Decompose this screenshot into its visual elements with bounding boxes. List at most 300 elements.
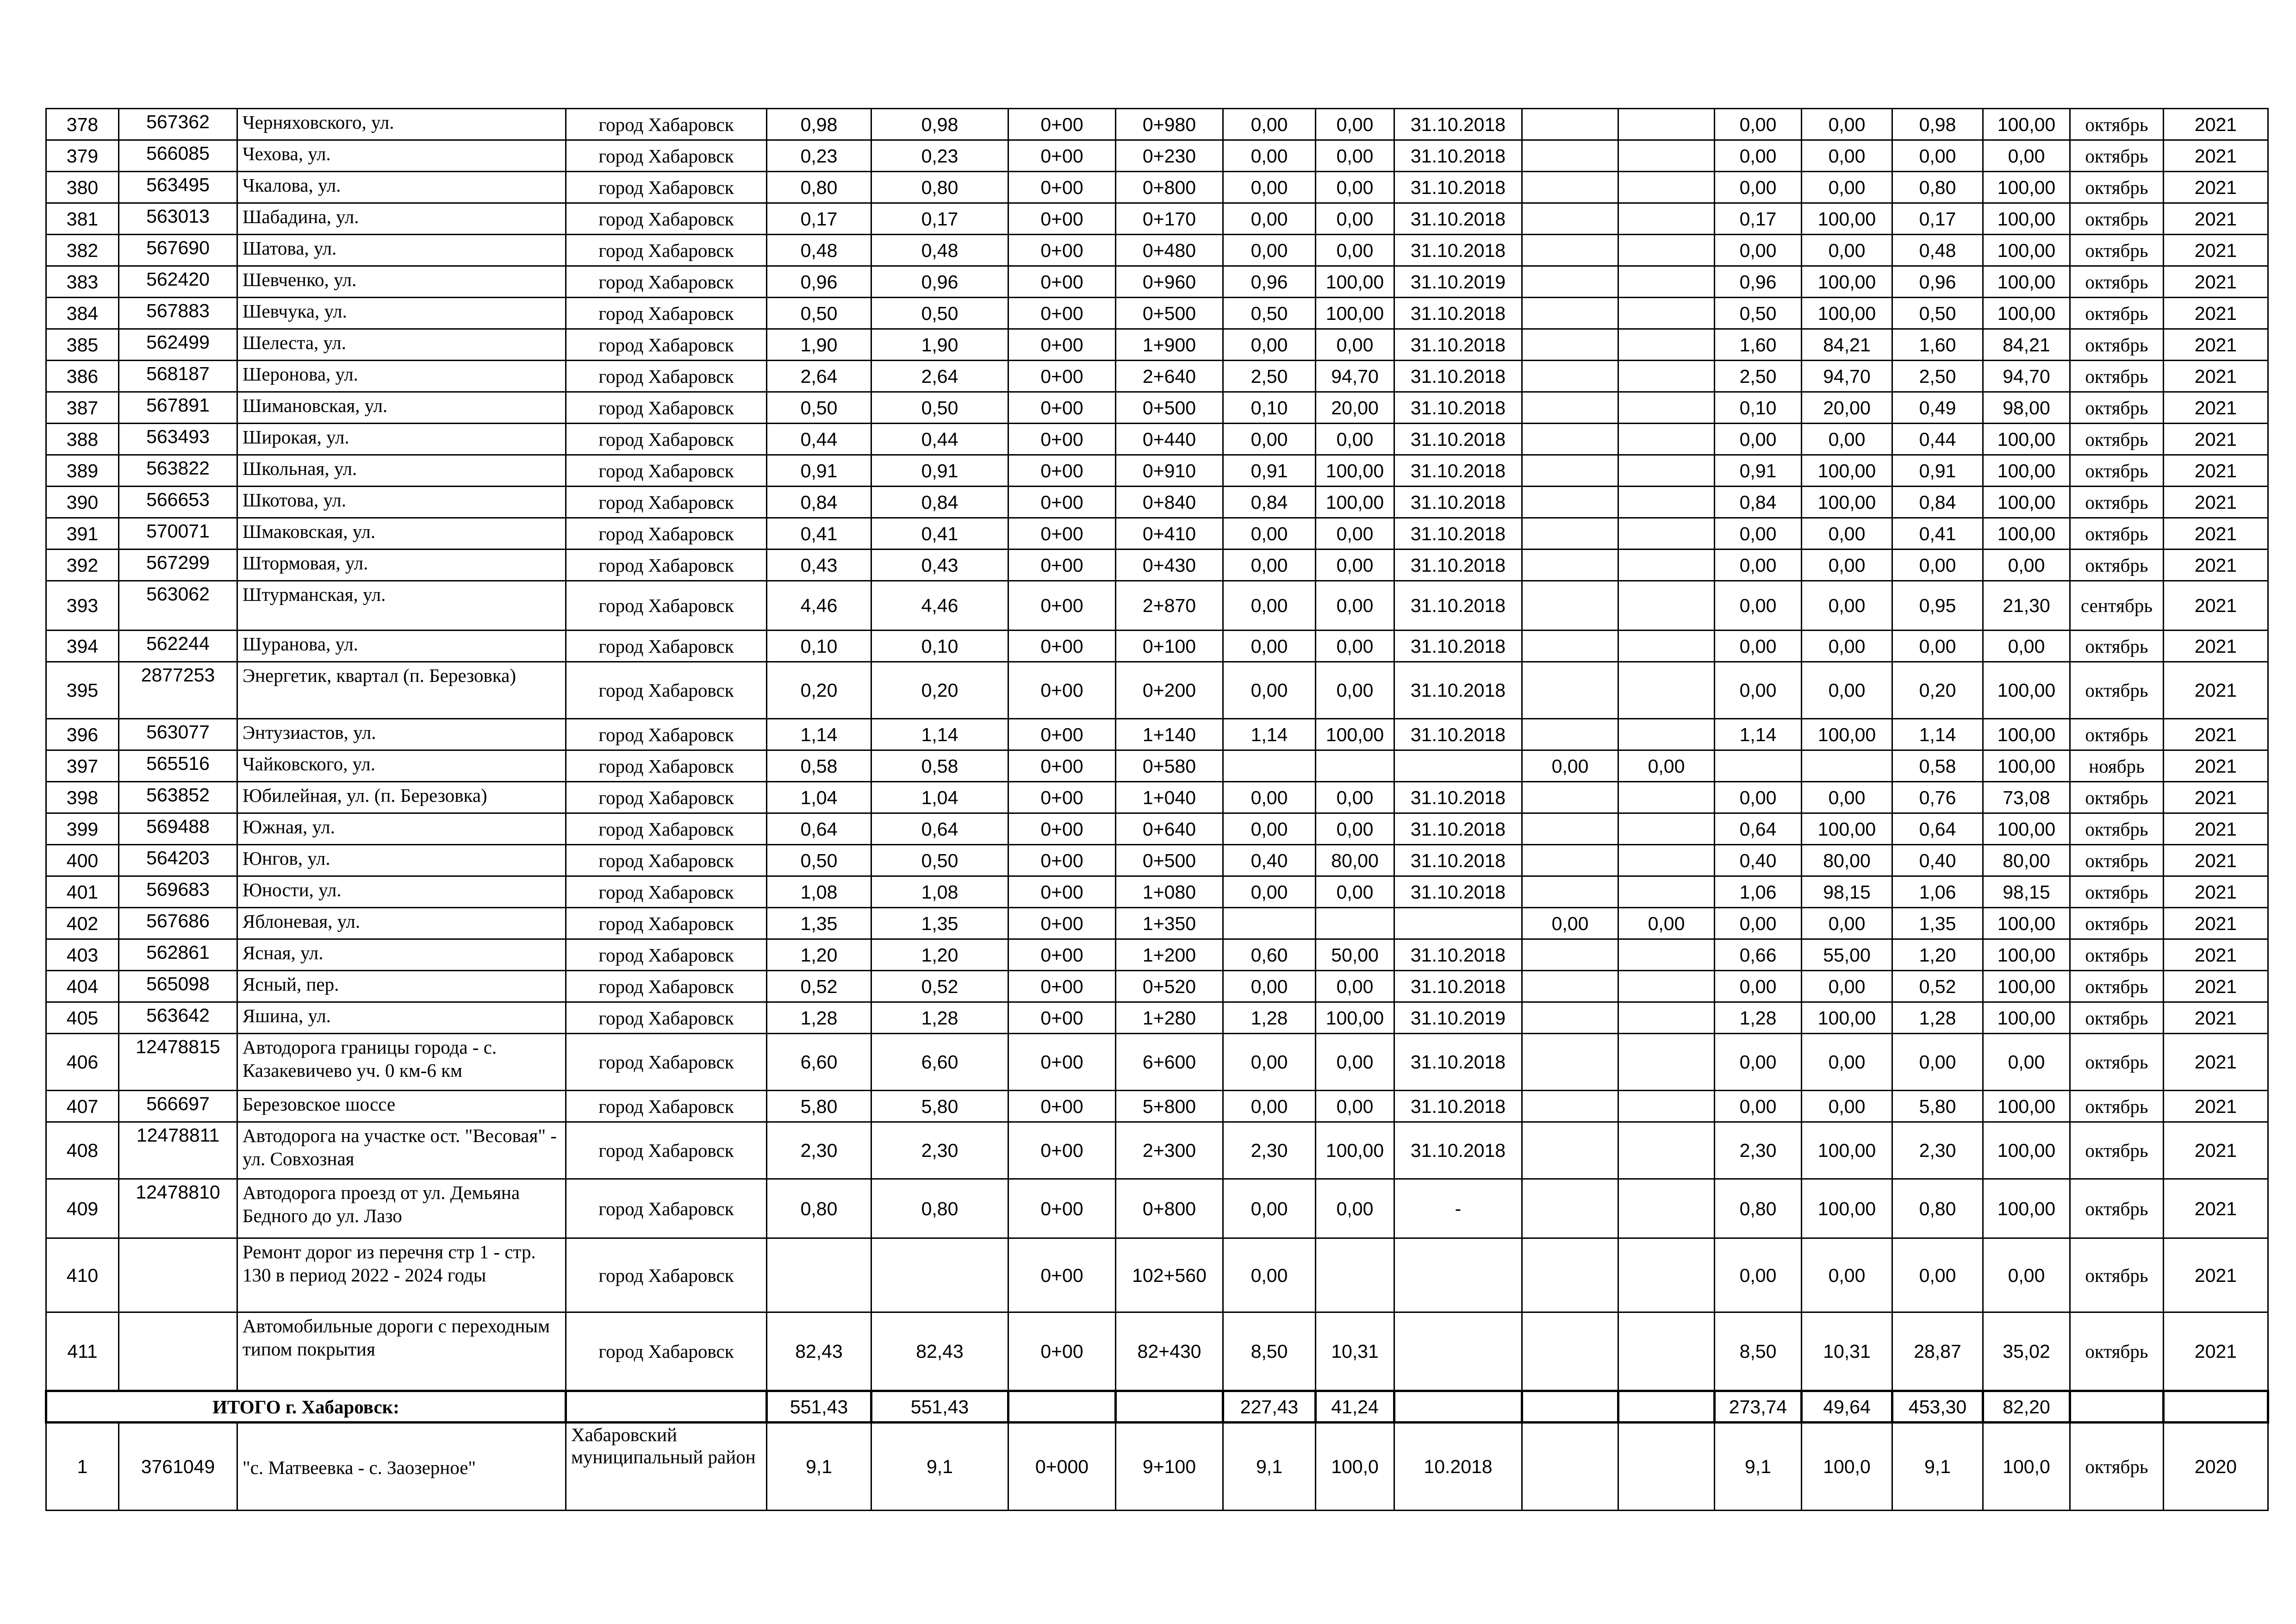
total-length-local: 551,43: [871, 1391, 1008, 1423]
cell-value-4: 0,00: [1892, 1034, 1983, 1091]
cell-date: 31.10.2018: [1394, 235, 1522, 266]
cell-percent-1: 0,00: [1316, 140, 1394, 172]
cell-value-4: 0,95: [1892, 581, 1983, 631]
cell-road-name: Черняховского, ул.: [237, 109, 566, 140]
cell-value-1: [1223, 750, 1316, 782]
cell-percent-4: 100,00: [1983, 1091, 2070, 1122]
cell-date: -: [1394, 1179, 1522, 1238]
cell-road-name: Автомобильные дороги с переходным типом покрытия: [237, 1312, 566, 1391]
cell-row-number: 402: [46, 908, 119, 939]
cell-length-local: 0,48: [871, 235, 1008, 266]
cell-value-2: [1522, 361, 1618, 392]
cell-percent-4: 100,00: [1983, 266, 2070, 298]
cell-value-4: 9,1: [1892, 1423, 1983, 1511]
cell-percent-3: 0,00: [1802, 662, 1892, 719]
cell-month: ноябрь: [2070, 750, 2164, 782]
cell-percent-4: 0,00: [1983, 631, 2070, 662]
cell-value-1: 0,50: [1223, 298, 1316, 329]
cell-value-3: 0,00: [1715, 1091, 1802, 1122]
cell-percent-2: [1618, 392, 1715, 424]
cell-km-end: 1+900: [1116, 329, 1223, 361]
cell-value-2: [1522, 424, 1618, 455]
cell-road-code: 567690: [119, 235, 237, 266]
cell-road-name: Энтузиастов, ул.: [237, 719, 566, 750]
cell-value-3: 0,80: [1715, 1179, 1802, 1238]
cell-length-local: 1,35: [871, 908, 1008, 939]
cell-road-name: Автодорога на участке ост. "Весовая" - ул. Совхозная: [237, 1122, 566, 1179]
cell-year: 2021: [2164, 203, 2268, 235]
table-row: [46, 455, 2268, 487]
cell-percent-2: [1618, 662, 1715, 719]
cell-value-2: [1522, 235, 1618, 266]
cell-length-total: 0,98: [767, 109, 871, 140]
cell-value-2: [1522, 109, 1618, 140]
cell-road-name: Чкалова, ул.: [237, 172, 566, 203]
table-row: [46, 719, 2268, 750]
cell-value-1: 1,28: [1223, 1002, 1316, 1034]
cell-km-start: 0+00: [1008, 487, 1116, 518]
cell-km-end: 0+800: [1116, 172, 1223, 203]
cell-percent-1: 10,31: [1316, 1312, 1394, 1391]
cell-value-3: 1,06: [1715, 876, 1802, 908]
cell-year: 2021: [2164, 719, 2268, 750]
cell-value-3: 0,00: [1715, 581, 1802, 631]
cell-value-1: 0,00: [1223, 172, 1316, 203]
cell-percent-3: 55,00: [1802, 939, 1892, 971]
cell-municipality: город Хабаровск: [566, 235, 767, 266]
cell-municipality: город Хабаровск: [566, 1179, 767, 1238]
cell-km-end: 0+580: [1116, 750, 1223, 782]
cell-km-start: 0+00: [1008, 172, 1116, 203]
cell-percent-2: [1618, 1002, 1715, 1034]
cell-length-local: 1,28: [871, 1002, 1008, 1034]
cell-year: 2021: [2164, 109, 2268, 140]
cell-km-start: 0+00: [1008, 424, 1116, 455]
cell-row-number: 388: [46, 424, 119, 455]
cell-percent-3: 0,00: [1802, 518, 1892, 550]
cell-road-name: Шатова, ул.: [237, 235, 566, 266]
cell-date: 31.10.2019: [1394, 266, 1522, 298]
cell-length-total: [767, 1238, 871, 1312]
cell-date: 31.10.2018: [1394, 813, 1522, 845]
cell-length-total: 0,44: [767, 424, 871, 455]
cell-km-end: 1+080: [1116, 876, 1223, 908]
cell-municipality: город Хабаровск: [566, 298, 767, 329]
cell-row-number: 1: [46, 1423, 119, 1511]
cell-value-4: 0,80: [1892, 172, 1983, 203]
cell-km-end: 0+430: [1116, 550, 1223, 581]
cell-road-name: Юнгов, ул.: [237, 845, 566, 876]
cell-value-4: 0,91: [1892, 455, 1983, 487]
cell-percent-1: [1316, 750, 1394, 782]
cell-length-total: 0,41: [767, 518, 871, 550]
cell-percent-3: 100,00: [1802, 487, 1892, 518]
cell-month: сентябрь: [2070, 581, 2164, 631]
cell-road-code: 12478811: [119, 1122, 237, 1179]
cell-date: 31.10.2018: [1394, 455, 1522, 487]
cell-km-start: 0+00: [1008, 939, 1116, 971]
cell-year: 2021: [2164, 298, 2268, 329]
cell-percent-4: 100,00: [1983, 939, 2070, 971]
cell-value-3: 0,00: [1715, 1034, 1802, 1091]
table-row: [46, 1122, 2268, 1179]
cell-month: октябрь: [2070, 203, 2164, 235]
cell-km-start: 0+00: [1008, 908, 1116, 939]
cell-municipality: город Хабаровск: [566, 329, 767, 361]
cell-percent-1: 0,00: [1316, 876, 1394, 908]
cell-row-number: 403: [46, 939, 119, 971]
cell-value-4: 1,60: [1892, 329, 1983, 361]
cell-percent-1: 0,00: [1316, 518, 1394, 550]
cell-year: 2021: [2164, 329, 2268, 361]
cell-month: октябрь: [2070, 1122, 2164, 1179]
cell-municipality: город Хабаровск: [566, 518, 767, 550]
cell-value-1: 1,14: [1223, 719, 1316, 750]
cell-row-number: 380: [46, 172, 119, 203]
cell-percent-1: [1316, 908, 1394, 939]
cell-percent-3: 94,70: [1802, 361, 1892, 392]
cell-km-end: [1116, 1391, 1223, 1423]
cell-month: октябрь: [2070, 1002, 2164, 1034]
cell-year: 2021: [2164, 518, 2268, 550]
cell-value-4: 0,20: [1892, 662, 1983, 719]
table-row: [46, 939, 2268, 971]
cell-value-1: 0,00: [1223, 235, 1316, 266]
cell-month: октябрь: [2070, 109, 2164, 140]
cell-month: октябрь: [2070, 361, 2164, 392]
table-row: [46, 631, 2268, 662]
cell-value-4: 2,30: [1892, 1122, 1983, 1179]
cell-municipality: город Хабаровск: [566, 631, 767, 662]
cell-percent-4: 100,00: [1983, 172, 2070, 203]
cell-length-total: 1,35: [767, 908, 871, 939]
cell-road-name: Энергетик, квартал (п. Березовка): [237, 662, 566, 719]
cell-value-1: 0,00: [1223, 876, 1316, 908]
cell-value-1: 0,00: [1223, 662, 1316, 719]
table-row: [46, 662, 2268, 719]
cell-percent-3: 0,00: [1802, 424, 1892, 455]
cell-road-code: 564203: [119, 845, 237, 876]
cell-month: октябрь: [2070, 939, 2164, 971]
cell-km-end: 5+800: [1116, 1091, 1223, 1122]
cell-percent-2: [1618, 235, 1715, 266]
cell-municipality: город Хабаровск: [566, 845, 767, 876]
cell-date: 31.10.2018: [1394, 1034, 1522, 1091]
cell-percent-1: 100,00: [1316, 455, 1394, 487]
cell-road-name: Яблоневая, ул.: [237, 908, 566, 939]
cell-value-1: 0,00: [1223, 109, 1316, 140]
cell-length-total: 1,04: [767, 782, 871, 813]
cell-year: 2021: [2164, 1238, 2268, 1312]
cell-km-end: 0+840: [1116, 487, 1223, 518]
cell-value-2: [1522, 455, 1618, 487]
table-row: [46, 1002, 2268, 1034]
cell-percent-4: 94,70: [1983, 361, 2070, 392]
cell-length-local: 2,64: [871, 361, 1008, 392]
cell-value-2: [1522, 782, 1618, 813]
cell-km-start: 0+00: [1008, 813, 1116, 845]
cell-road-name: Шкотова, ул.: [237, 487, 566, 518]
cell-row-number: 408: [46, 1122, 119, 1179]
cell-value-4: 28,87: [1892, 1312, 1983, 1391]
cell-month: октябрь: [2070, 908, 2164, 939]
cell-km-start: 0+00: [1008, 1238, 1116, 1312]
cell-percent-4: 80,00: [1983, 845, 2070, 876]
cell-length-total: 2,64: [767, 361, 871, 392]
cell-date: 31.10.2018: [1394, 876, 1522, 908]
cell-km-start: 0+00: [1008, 662, 1116, 719]
cell-percent-3: 0,00: [1802, 971, 1892, 1002]
cell-length-total: 0,48: [767, 235, 871, 266]
cell-value-1: 0,00: [1223, 1091, 1316, 1122]
cell-percent-1: 0,00: [1316, 662, 1394, 719]
cell-percent-3: 0,00: [1802, 109, 1892, 140]
cell-km-start: 0+00: [1008, 631, 1116, 662]
cell-length-total: 0,80: [767, 172, 871, 203]
cell-value-4: 0,00: [1892, 631, 1983, 662]
cell-percent-3: 100,00: [1802, 1179, 1892, 1238]
cell-road-code: 563077: [119, 719, 237, 750]
cell-month: октябрь: [2070, 1238, 2164, 1312]
cell-road-code: 570071: [119, 518, 237, 550]
cell-km-end: 0+520: [1116, 971, 1223, 1002]
cell-year: 2021: [2164, 876, 2268, 908]
cell-row-number: 384: [46, 298, 119, 329]
cell-road-code: 566653: [119, 487, 237, 518]
cell-percent-2: [1618, 1034, 1715, 1091]
cell-percent-4: 100,00: [1983, 719, 2070, 750]
cell-length-local: 4,46: [871, 581, 1008, 631]
cell-percent-1: 100,00: [1316, 487, 1394, 518]
cell-road-name: Ясная, ул.: [237, 939, 566, 971]
cell-value-4: 0,64: [1892, 813, 1983, 845]
cell-value-1: 0,60: [1223, 939, 1316, 971]
cell-value-2: [1522, 1091, 1618, 1122]
cell-percent-1: 100,00: [1316, 266, 1394, 298]
cell-value-2: [1522, 518, 1618, 550]
cell-month: октябрь: [2070, 266, 2164, 298]
cell-percent-1: 0,00: [1316, 329, 1394, 361]
cell-value-4: 0,76: [1892, 782, 1983, 813]
cell-row-number: 392: [46, 550, 119, 581]
cell-municipality: город Хабаровск: [566, 876, 767, 908]
cell-percent-1: 94,70: [1316, 361, 1394, 392]
cell-value-4: 0,98: [1892, 109, 1983, 140]
cell-percent-2: [1618, 939, 1715, 971]
cell-percent-4: 0,00: [1983, 550, 2070, 581]
cell-value-2: 0,00: [1522, 750, 1618, 782]
cell-road-code: 565098: [119, 971, 237, 1002]
cell-percent-2: [1618, 172, 1715, 203]
cell-road-code: [119, 1312, 237, 1391]
cell-value-3: 0,84: [1715, 487, 1802, 518]
cell-month: октябрь: [2070, 1423, 2164, 1511]
cell-road-name: Штурманская, ул.: [237, 581, 566, 631]
cell-year: 2021: [2164, 1034, 2268, 1091]
cell-month: октябрь: [2070, 845, 2164, 876]
cell-value-3: 8,50: [1715, 1312, 1802, 1391]
cell-length-local: 0,10: [871, 631, 1008, 662]
cell-value-3: 0,64: [1715, 813, 1802, 845]
cell-value-1: 0,00: [1223, 581, 1316, 631]
cell-year: 2021: [2164, 487, 2268, 518]
cell-road-name: Шимановская, ул.: [237, 392, 566, 424]
table-row: [46, 750, 2268, 782]
cell-length-local: 0,58: [871, 750, 1008, 782]
cell-km-start: 0+00: [1008, 845, 1116, 876]
cell-road-code: 562499: [119, 329, 237, 361]
table-row: [46, 971, 2268, 1002]
cell-value-3: 0,00: [1715, 235, 1802, 266]
cell-row-number: 379: [46, 140, 119, 172]
cell-km-end: 1+350: [1116, 908, 1223, 939]
cell-km-start: 0+00: [1008, 329, 1116, 361]
cell-percent-1: 100,00: [1316, 1002, 1394, 1034]
cell-percent-3: 0,00: [1802, 908, 1892, 939]
cell-km-end: 1+200: [1116, 939, 1223, 971]
cell-year: 2020: [2164, 1423, 2268, 1511]
cell-percent-2: [1618, 845, 1715, 876]
cell-date: 31.10.2018: [1394, 487, 1522, 518]
table-row: [46, 550, 2268, 581]
cell-road-code: 563822: [119, 455, 237, 487]
cell-road-name: Шеронова, ул.: [237, 361, 566, 392]
cell-value-3: 1,60: [1715, 329, 1802, 361]
cell-month: [2070, 1391, 2164, 1423]
cell-length-total: 1,28: [767, 1002, 871, 1034]
table-row: [46, 1238, 2268, 1312]
cell-value-3: 0,17: [1715, 203, 1802, 235]
table-row: [46, 1034, 2268, 1091]
cell-value-3: 0,00: [1715, 782, 1802, 813]
cell-percent-1: 0,00: [1316, 971, 1394, 1002]
cell-km-end: 0+910: [1116, 455, 1223, 487]
cell-length-local: 0,98: [871, 109, 1008, 140]
cell-km-start: 0+00: [1008, 581, 1116, 631]
cell-percent-1: 0,00: [1316, 581, 1394, 631]
cell-road-name: Шевчука, ул.: [237, 298, 566, 329]
cell-date: 31.10.2018: [1394, 631, 1522, 662]
cell-percent-2: [1618, 518, 1715, 550]
cell-percent-2: 0,00: [1618, 750, 1715, 782]
cell-value-1: 0,00: [1223, 1238, 1316, 1312]
cell-road-code: 565516: [119, 750, 237, 782]
cell-percent-4: 100,00: [1983, 908, 2070, 939]
cell-length-local: 0,64: [871, 813, 1008, 845]
cell-year: 2021: [2164, 1179, 2268, 1238]
cell-row-number: 394: [46, 631, 119, 662]
cell-value-4: 1,06: [1892, 876, 1983, 908]
cell-road-name: Березовское шоссе: [237, 1091, 566, 1122]
cell-length-local: 0,41: [871, 518, 1008, 550]
cell-year: 2021: [2164, 908, 2268, 939]
cell-value-3: 0,00: [1715, 662, 1802, 719]
cell-year: 2021: [2164, 581, 2268, 631]
cell-percent-2: [1618, 876, 1715, 908]
cell-percent-1: 100,00: [1316, 1122, 1394, 1179]
cell-value-2: [1522, 581, 1618, 631]
cell-row-number: 378: [46, 109, 119, 140]
cell-value-2: [1522, 939, 1618, 971]
cell-municipality: город Хабаровск: [566, 813, 767, 845]
cell-row-number: 387: [46, 392, 119, 424]
cell-percent-1: 0,00: [1316, 424, 1394, 455]
cell-length-local: 0,96: [871, 266, 1008, 298]
cell-km-start: 0+00: [1008, 1002, 1116, 1034]
total-label: ИТОГО г. Хабаровск:: [46, 1391, 566, 1423]
cell-value-3: 0,00: [1715, 908, 1802, 939]
cell-municipality: город Хабаровск: [566, 550, 767, 581]
cell-value-4: 0,84: [1892, 487, 1983, 518]
cell-value-3: 0,00: [1715, 1238, 1802, 1312]
cell-length-local: 0,80: [871, 1179, 1008, 1238]
cell-date: 31.10.2018: [1394, 581, 1522, 631]
cell-km-start: 0+00: [1008, 392, 1116, 424]
cell-length-local: 0,44: [871, 424, 1008, 455]
cell-road-name: Шуранова, ул.: [237, 631, 566, 662]
cell-date: 31.10.2018: [1394, 361, 1522, 392]
cell-km-start: 0+00: [1008, 750, 1116, 782]
cell-row-number: 405: [46, 1002, 119, 1034]
cell-value-1: 0,00: [1223, 813, 1316, 845]
cell-value-4: 0,00: [1892, 1238, 1983, 1312]
cell-percent-4: 100,00: [1983, 203, 2070, 235]
cell-month: октябрь: [2070, 235, 2164, 266]
cell-length-total: 0,50: [767, 392, 871, 424]
cell-percent-2: [1618, 1391, 1715, 1423]
cell-month: октябрь: [2070, 631, 2164, 662]
cell-value-4: 0,80: [1892, 1179, 1983, 1238]
cell-km-end: 102+560: [1116, 1238, 1223, 1312]
cell-value-4: 0,44: [1892, 424, 1983, 455]
cell-length-local: 82,43: [871, 1312, 1008, 1391]
cell-year: 2021: [2164, 455, 2268, 487]
cell-date: 31.10.2019: [1394, 1002, 1522, 1034]
cell-percent-3: 10,31: [1802, 1312, 1892, 1391]
cell-length-local: 9,1: [871, 1423, 1008, 1511]
cell-km-start: 0+000: [1008, 1423, 1116, 1511]
cell-length-total: 9,1: [767, 1423, 871, 1511]
cell-value-2: [1522, 845, 1618, 876]
cell-year: 2021: [2164, 1002, 2268, 1034]
cell-km-end: 0+200: [1116, 662, 1223, 719]
cell-road-name: Шелеста, ул.: [237, 329, 566, 361]
cell-date: [1394, 908, 1522, 939]
cell-road-name: Яшина, ул.: [237, 1002, 566, 1034]
cell-km-end: 0+100: [1116, 631, 1223, 662]
cell-year: 2021: [2164, 939, 2268, 971]
cell-percent-4: 98,00: [1983, 392, 2070, 424]
cell-value-2: 0,00: [1522, 908, 1618, 939]
cell-road-name: Школьная, ул.: [237, 455, 566, 487]
cell-road-code: 562244: [119, 631, 237, 662]
cell-km-end: 1+040: [1116, 782, 1223, 813]
cell-road-name: Чехова, ул.: [237, 140, 566, 172]
cell-km-start: 0+00: [1008, 361, 1116, 392]
cell-km-start: 0+00: [1008, 455, 1116, 487]
cell-percent-1: 100,0: [1316, 1423, 1394, 1511]
cell-date: 31.10.2018: [1394, 298, 1522, 329]
cell-percent-1: 0,00: [1316, 1034, 1394, 1091]
cell-year: 2021: [2164, 172, 2268, 203]
cell-percent-2: [1618, 1423, 1715, 1511]
cell-month: октябрь: [2070, 782, 2164, 813]
cell-percent-3: 100,00: [1802, 813, 1892, 845]
cell-value-4: 0,96: [1892, 266, 1983, 298]
cell-month: октябрь: [2070, 662, 2164, 719]
cell-value-3: 0,40: [1715, 845, 1802, 876]
cell-month: октябрь: [2070, 140, 2164, 172]
